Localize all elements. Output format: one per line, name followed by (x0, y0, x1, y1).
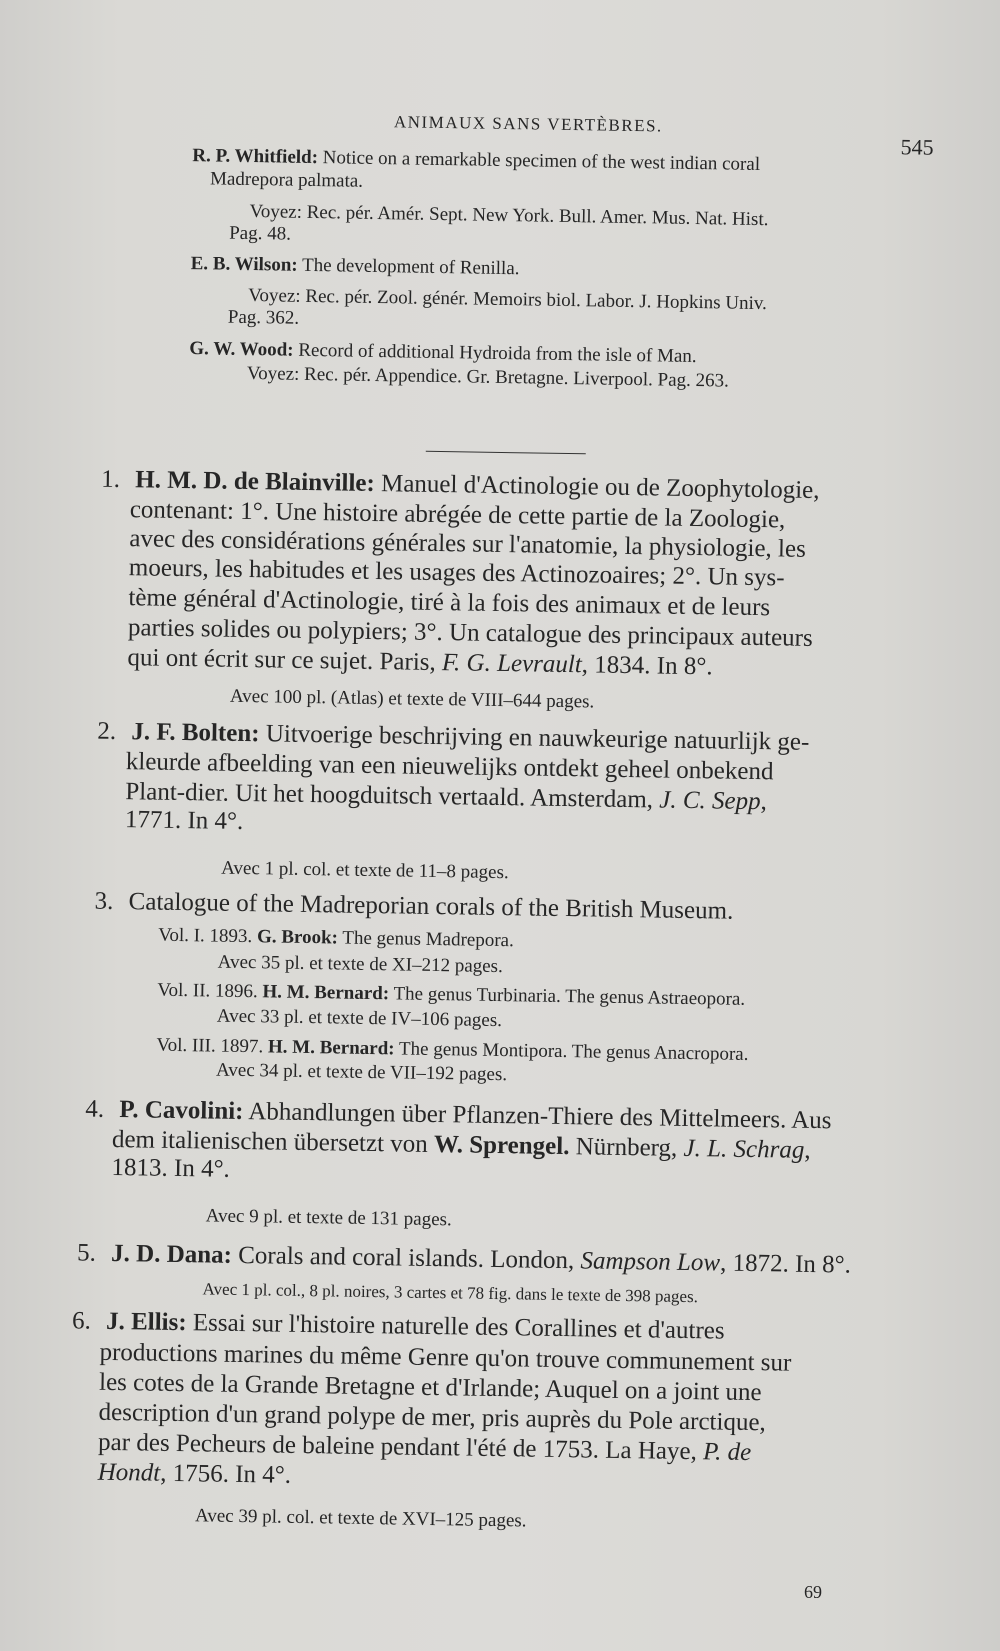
entry-number: 1. (101, 465, 121, 493)
entry-wood-voyez: Voyez: Rec. pér. Appendice. Gr. Bretagne. Liverpool. Pag. 263. (246, 362, 730, 392)
entry-6-line3: les cotes de la Grande Bretagne et d'Irlande; Auquel on a joint une (98, 1368, 762, 1407)
publisher-name: J. C. Sepp (659, 786, 761, 816)
entry-whitfield-voyez: Voyez: Rec. pér. Amér. Sept. New York. Bull. Amer. Mus. Nat. Hist. (249, 200, 769, 231)
running-title: ANIMAUX SANS VERTÈBRES. (393, 112, 663, 136)
entry-wilson-line1 (191, 253, 520, 280)
translator-name: W. Sprengel. (433, 1131, 570, 1161)
author-name: G. W. Wood: (189, 338, 294, 361)
publisher-name: F. G. Levrault (441, 649, 583, 679)
entry-6-note: Avec 39 pl. col. et texte de XVI–125 pages. (194, 1505, 527, 1532)
author-name: J. Ellis: (105, 1307, 187, 1337)
entry-6-line6: Hondt, 1756. In 4°. (97, 1458, 292, 1489)
entry-2-line4: 1771. In 4°. (124, 806, 244, 835)
author-name: E. B. Wilson: (190, 253, 298, 276)
entry-number: 3. (94, 887, 114, 915)
entry-1-line7: qui ont écrit sur ce sujet. Paris, F. G. Levrault, 1834. In 8°. (127, 644, 713, 681)
entry-5-note: Avec 1 pl. col., 8 pl. noires, 3 cartes et 78 fig. dans le texte de 398 pages. (202, 1279, 699, 1307)
entry-number: 4. (85, 1095, 105, 1123)
entry-number: 5. (76, 1239, 97, 1267)
entry-title: Notice on a remarkable specimen of the west indian coral (317, 147, 761, 176)
entry-6-line1: 6. J. Ellis: Essai sur l'histoire naturelle des Corallines et d'autres (71, 1307, 725, 1345)
entry-number: 6. (71, 1307, 92, 1335)
entry-3-vol3: Vol. III. 1897. H. M. Bernard: The genus Montipora. The genus Anacropora. (156, 1034, 749, 1065)
entry-6-line5: par des Pecheurs de baleine pendant l'été de 1753. La Haye, P. de (97, 1428, 752, 1467)
entry-4-line3: 1813. In 4°. (111, 1153, 231, 1183)
publisher-name: Hondt (97, 1458, 161, 1487)
publisher-name: J. L. Schrag (683, 1134, 805, 1164)
entry-3-title: 3. Catalogue of the Madreporian corals of the British Museum. (94, 887, 734, 925)
entry-whitfield-page: Pag. 48. (229, 222, 292, 245)
entry-wilson-voyez: Voyez: Rec. pér. Zool. génér. Memoirs biol. Labor. J. Hopkins Univ. (248, 284, 768, 315)
entry-3-vol2-note: Avec 33 pl. et texte de IV–106 pages. (216, 1005, 503, 1032)
entry-4-line2: dem italienischen übersetzt von W. Sprengel. Nürnberg, J. L. Schrag, (111, 1125, 811, 1164)
entry-3-vol2: Vol. II. 1896. H. M. Bernard: The genus Turbinaria. The genus Astraeopora. (157, 979, 746, 1010)
author-name: H. M. Bernard: (267, 1036, 395, 1060)
publisher-name: Sampson Low (580, 1247, 721, 1277)
entry-title: Record of additional Hydroida from the isle of Man. (293, 339, 697, 368)
entry-2-line1: 2. J. F. Bolten: Uitvoerige beschrijving en nauwkeurige natuurlijk ge- (97, 717, 810, 756)
entry-1-line3: avec des considérations générales sur l'anatomie, la physiologie, les (129, 525, 807, 563)
entry-1-line4: moeurs, les habitudes et les usages des Actinozoaires; 2°. Un sys- (128, 554, 785, 592)
entry-1-line1: 1. H. M. D. de Blainville: Manuel d'Actinologie ou de Zoophytologie, (101, 465, 820, 504)
author-name: P. Cavolini: (119, 1096, 244, 1126)
author-name: H. M. D. de Blainville: (135, 466, 376, 497)
entry-wilson-page: Pag. 362. (227, 306, 300, 329)
author-name: G. Brook: (256, 926, 339, 949)
entry-number: 2. (97, 717, 117, 745)
entry-1-note: Avec 100 pl. (Atlas) et texte de VIII–644 pages. (229, 685, 595, 713)
entry-6-line2: productions marines du même Genre qu'on trouve communement sur (99, 1338, 792, 1377)
entry-1-line5: tème général d'Actinologie, tiré à la fois des animaux et de leurs (128, 584, 771, 622)
entry-whitfield-line2: Madrepora palmata. (209, 168, 364, 192)
entry-2-note: Avec 1 pl. col. et texte de 11–8 pages. (221, 857, 509, 884)
entry-title: The development of Renilla. (297, 254, 520, 280)
author-name: J. F. Bolten: (131, 718, 260, 748)
entry-3-vol3-note: Avec 34 pl. et texte de VII–192 pages. (215, 1059, 508, 1086)
author-name: H. M. Bernard: (262, 981, 390, 1005)
entry-6-line4: description d'un grand polype de mer, pris auprès du Pole arctique, (98, 1398, 766, 1437)
entry-3-vol1: Vol. I. 1893. G. Brook: The genus Madrepora. (157, 924, 514, 952)
entry-5-line1: 5. J. D. Dana: Corals and coral islands. London, Sampson Low, 1872. In 8°. (76, 1239, 852, 1279)
section-divider (426, 451, 586, 455)
entry-2-line3: Plant-dier. Uit het hoogduitsch vertaald. Amsterdam, J. C. Sepp, (125, 778, 768, 816)
author-name: J. D. Dana: (110, 1239, 233, 1269)
entry-2-line2: kleurde afbeelding van een nieuwelijks ontdekt geheel onbekend (125, 748, 774, 786)
author-name: R. P. Whitfield: (192, 145, 319, 169)
page-number: 545 (900, 134, 934, 160)
signature-mark: 69 (804, 1582, 822, 1602)
entry-3-vol1-note: Avec 35 pl. et texte de XI–212 pages. (217, 951, 503, 978)
entry-1-line2: contenant: 1°. Une histoire abrégée de cette partie de la Zoologie, (129, 496, 786, 534)
publisher-name: P. de (702, 1438, 752, 1467)
entry-4-note: Avec 9 pl. et texte de 131 pages. (205, 1205, 452, 1231)
entry-1-line6: parties solides ou polypiers; 3°. Un catalogue des principaux auteurs (127, 614, 813, 652)
entry-4-line1: 4. P. Cavolini: Abhandlungen über Pflanzen-Thiere des Mittelmeers. Aus (85, 1095, 832, 1135)
